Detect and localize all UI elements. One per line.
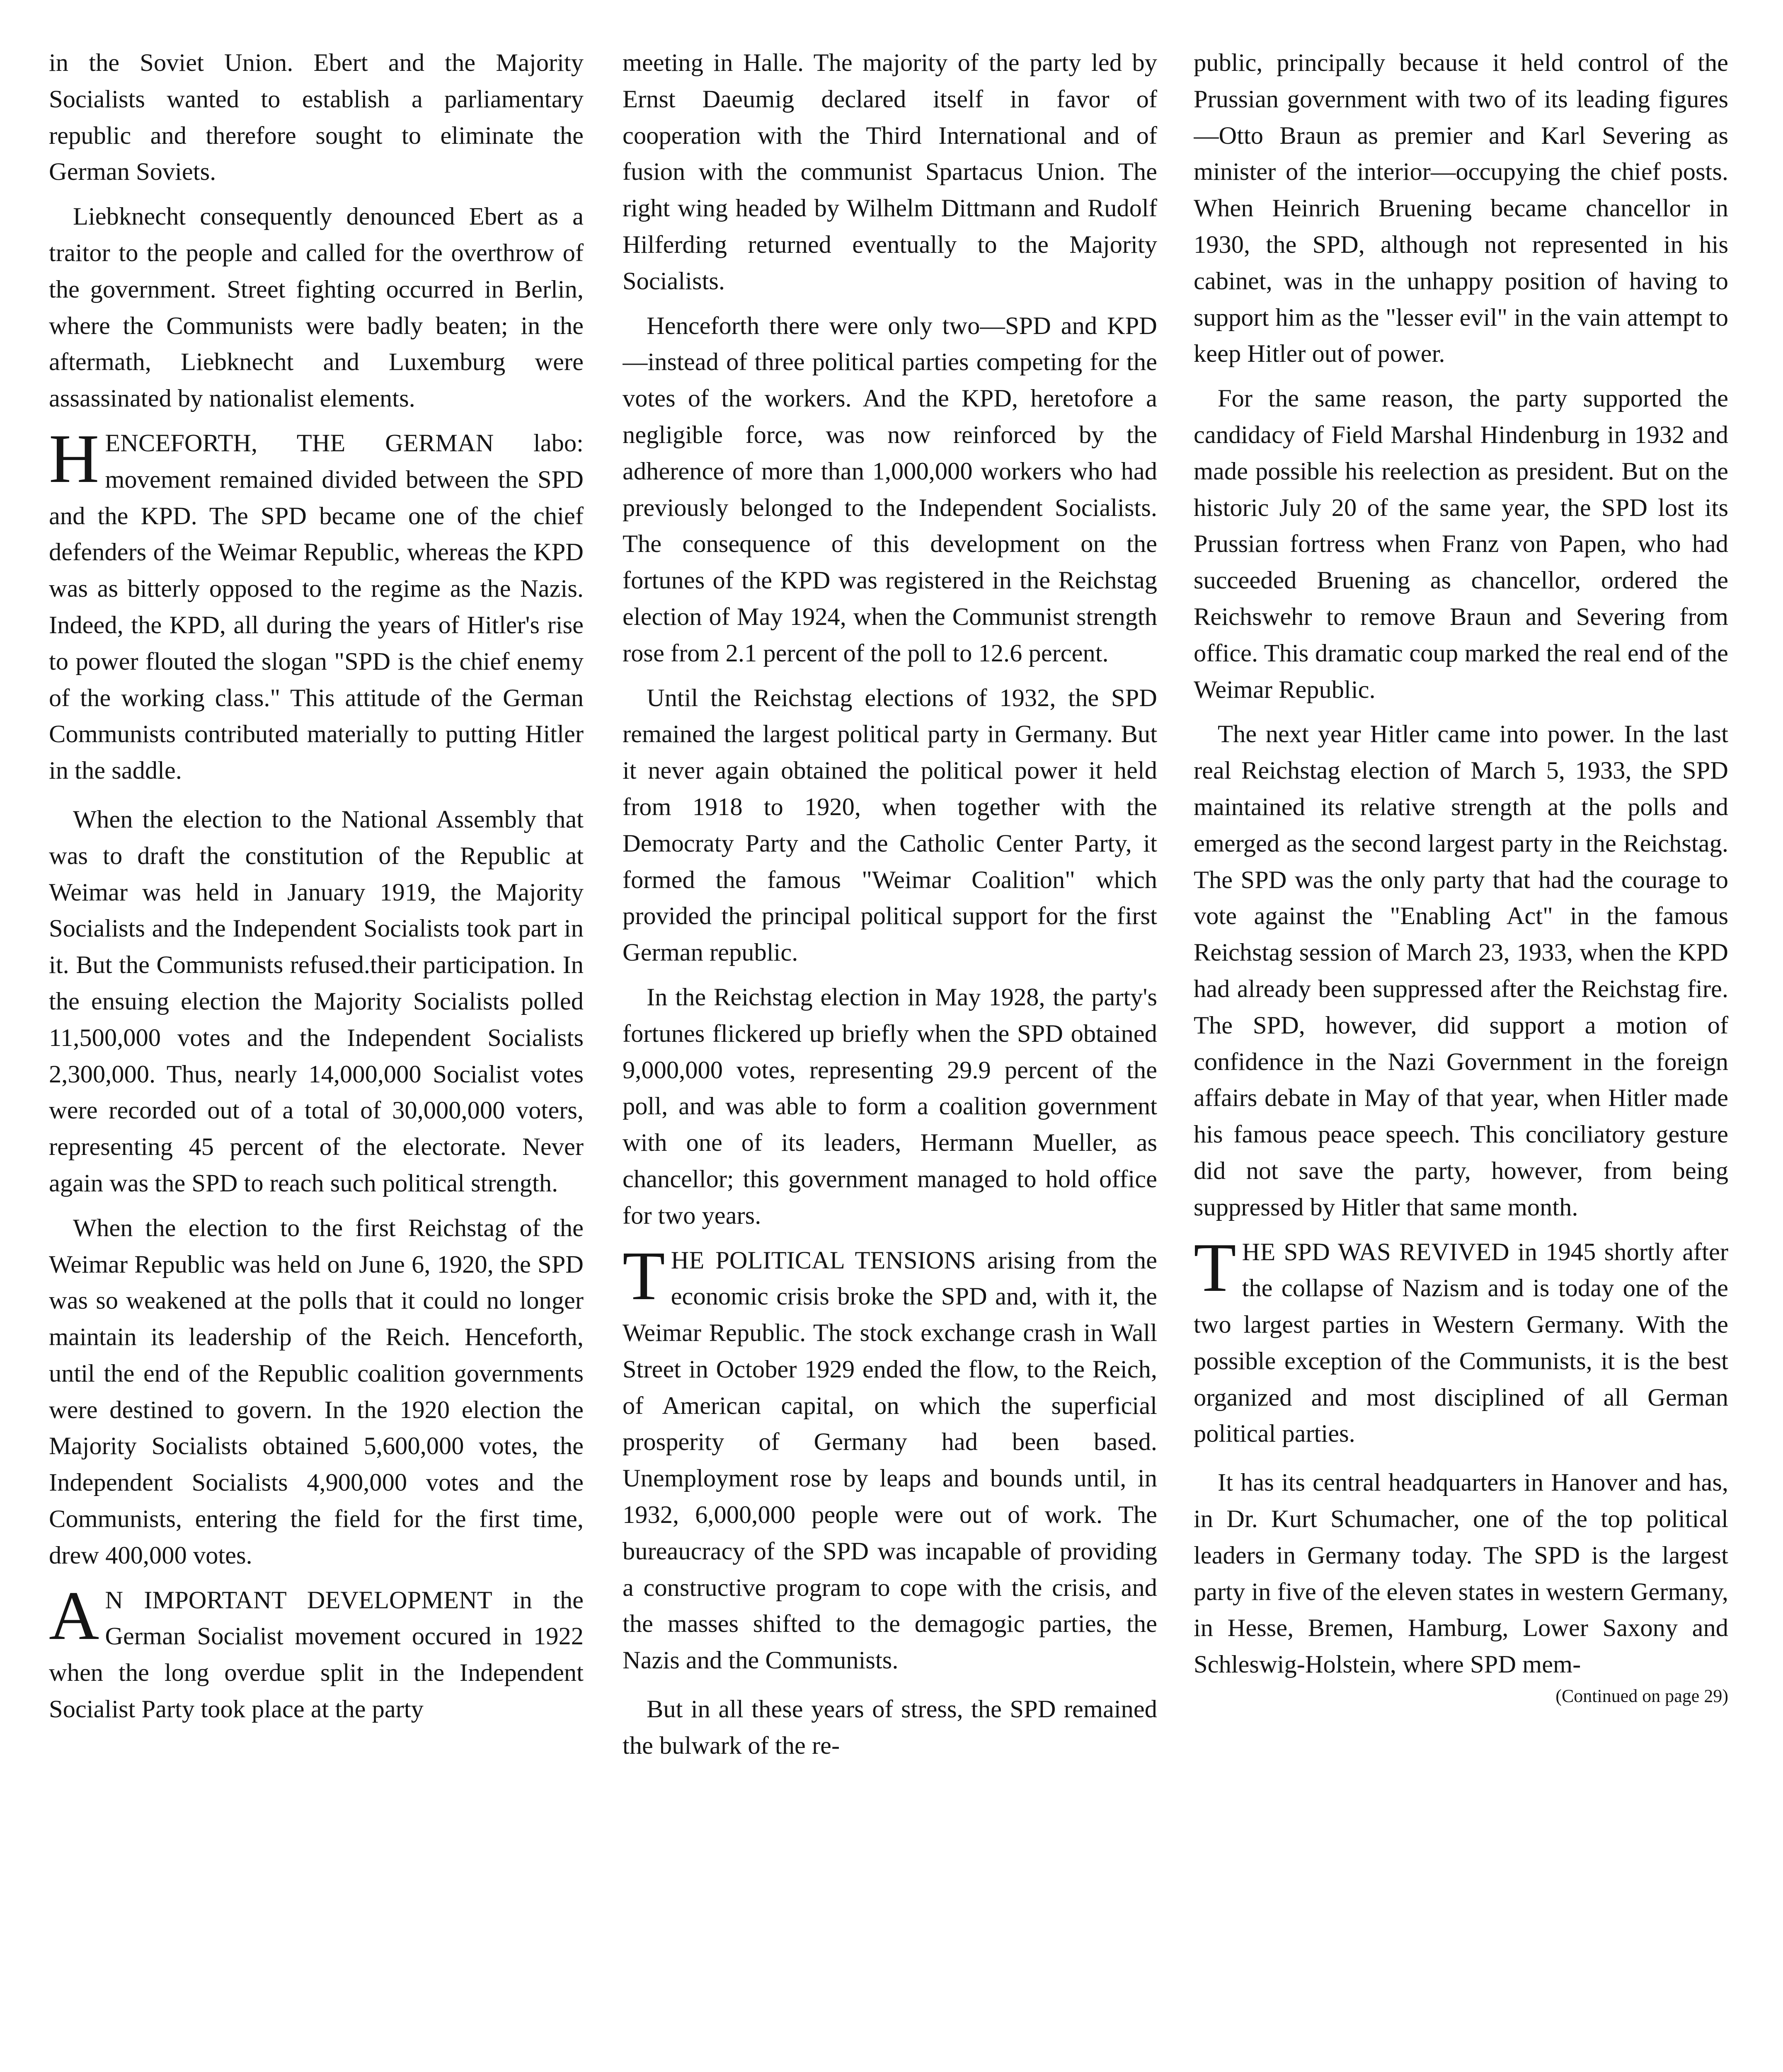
drop-cap: T [1194, 1229, 1236, 1306]
continued-note: (Continued on page 29) [1555, 1686, 1728, 1706]
paragraph: public, principally because it held control of the Prussian government with two of its leading figures—Otto Braun as premier and Karl Severing as minister of the interior—occupying the chief posts. When Heinrich Bruening became chancellor in 1930, the SPD, although not represented in his cabinet, was in the unhappy position of having to support him as the "lesser evil" in the vain attempt to keep Hitler out of power. [1194, 49, 1728, 368]
section-lead-paragraph [623, 1237, 1157, 1679]
paragraph: Henceforth there were only two—SPD and KPD—instead of three political parties competing for the votes of the workers. And the KPD, heretofore a negligible force, was now reinforced by the adherence of more than 1,000,000 workers who had previously belonged to the Independent Socialists. The consequence of this development on the fortunes of the KPD was registered in the Reichstag election of May 1924, when the Communist strength rose from 2.1 percent of the poll to 12.6 percent. [623, 312, 1157, 667]
paragraph: For the same reason, the party supported the candidacy of Field Marshal Hindenburg in 1932 and made possible his reelection as president. But on the historic July 20 of the same year, the SPD lost its Prussian fortress when Franz von Papen, who had succeeded Bruening as chancellor, ordered the Reichswehr to remove Braun and Severing from office. This dramatic coup marked the real end of the Weimar Republic. [1194, 385, 1728, 704]
paragraph-text [1194, 1229, 1728, 1452]
section-lead-paragraph [49, 1577, 584, 1728]
paragraph: meeting in Halle. The majority of the party led by Ernst Daeumig declared itself in favor of cooperation with the Third International and of fusion with the communist Spartacus Union. The right wing headed by Wilhelm Dittmann and Rudolf Hilferding returned eventually to the Majority Socialists. [623, 49, 1157, 295]
lead-text: HE POLITICAL TENSIONS arising from the economic crisis broke the SPD and, with it, the Weimar Republic. The stock exchange crash in Wall Street in October 1929 ended the flow, to the Reich, of American capital, on which the superficial prosperity of Germany had been based. Unemployment rose by leaps and bounds until, in 1932, 6,000,000 people were out of work. The bureaucracy of the SPD was incapable of providing a constructive program to cope with the crisis, and the masses shifted to the demagogic parties, the Nazis and the Communists. [623, 1246, 1157, 1675]
paragraph: When the election to the National Assembly that was to draft the constitution of the Republic at Weimar was held in January 1919, the Majority Socialists and the Independent Socialists took part in it. But the Communists refused.their participation. In the ensuing election the Majority Socialists polled 11,500,000 votes and the Independent Socialists 2,300,000. Thus, nearly 14,000,000 Socialist votes were recorded out of a total of 30,000,000 voters, representing 45 percent of the electorate. Never again was the SPD to reach such political strength. [49, 805, 584, 1197]
drop-cap: T [623, 1237, 665, 1314]
paragraph: In the Reichstag election in May 1928, the party's fortunes flickered up briefly when the SPD obtained 9,000,000 votes, representing 29.9 percent of the poll, and was able to form a coalition government with one of its leaders, Hermann Mueller, as chancellor; this government managed to hold office for two years. [623, 983, 1157, 1230]
paragraph: Until the Reichstag elections of 1932, the SPD remained the largest political party in Germany. But it never again obtained the political power it held from 1918 to 1920, when together with the Democraty Party and the Catholic Center Party, it formed the famous "Weimar Coalition" which provided the principal political support for the first German republic. [623, 684, 1157, 967]
lead-text: N IMPORTANT DEVELOPMENT in the German Socialist movement occured in 1922 when the long overdue split in the Independent Socialist Party took place at the party [49, 1586, 584, 1723]
paragraph: When the election to the first Reichstag of the Weimar Republic was held on June 6, 1920, the SPD was so weakened at the polls that it could no longer maintain its leadership of the Reich. Henceforth, until the end of the Republic coalition governments were destined to govern. In the 1920 election the Majority Socialists obtained 5,600,000 votes, the Independent Socialists 4,900,000 votes and the Communists, entering the field for the first time, drew 400,000 votes. [49, 1214, 584, 1569]
paragraph: Liebknecht consequently denounced Ebert as a traitor to the people and called for the overthrow of the government. Street fighting occurred in Berlin, where the Communists were badly beaten; in the aftermath, Liebknecht and Luxemburg were assassinated by nationalist elements. [49, 203, 584, 413]
drop-cap: H [49, 420, 99, 497]
paragraph: The next year Hitler came into power. In the last real Reichstag election of March 5, 1933, the SPD maintained its relative strength at the polls and emerged as the second largest party in the Reichstag. The SPD was the only party that had the courage to vote against the "Enabling Act" in the famous Reichstag session of March 23, 1933, when the KPD had already been suppressed after the Reichstag fire. The SPD, however, did support a motion of confidence in the Nazi Government in the foreign affairs debate in May of that year, when Hitler made his famous peace speech. This conciliatory gesture did not save the party, however, from being suppressed by Hitler that same month. [1194, 720, 1728, 1221]
text-column-2 [623, 45, 1157, 2072]
lead-text: HE SPD WAS REVIVED in 1945 shortly after the collapse of Nazism and is today one of the two largest parties in Western Germany. With the possible exception of the Communists, it is the best organized and most disciplined of all German political parties. [1194, 1238, 1728, 1448]
text-column-3 [1194, 45, 1728, 2072]
paragraph: But in all these years of stress, the SPD remained the bulwark of the re- [623, 1695, 1157, 1760]
paragraph: in the Soviet Union. Ebert and the Majority Socialists wanted to establish a parliamentary republic and therefore sought to eliminate the German Soviets. [49, 49, 584, 186]
text-column-1 [49, 45, 584, 2072]
paragraph-text [623, 1237, 1157, 1679]
drop-cap: A [49, 1577, 99, 1654]
paragraph-text [49, 420, 584, 789]
paragraph: It has its central headquarters in Hanover and has, in Dr. Kurt Schumacher, one of the top political leaders in Germany today. The SPD is the largest party in five of the eleven states in western Germany, in Hesse, Bremen, Hamburg, Lower Saxony and Schleswig-Holstein, where SPD mem- [1194, 1469, 1728, 1679]
section-lead-paragraph [49, 420, 584, 789]
lead-text: ENCEFORTH, THE GERMAN labo: movement remained divided between the SPD and the KPD. The SPD became one of the chief defenders of the Weimar Republic, whereas the KPD was as bitterly opposed to the regime as the Nazis. Indeed, the KPD, all during the years of Hitler's rise to power flouted the slogan "SPD is the chief enemy of the working class." This attitude of the German Communists contributed materially to putting Hitler in the saddle. [49, 429, 584, 785]
paragraph-text [49, 1577, 584, 1728]
section-lead-paragraph [1194, 1229, 1728, 1452]
